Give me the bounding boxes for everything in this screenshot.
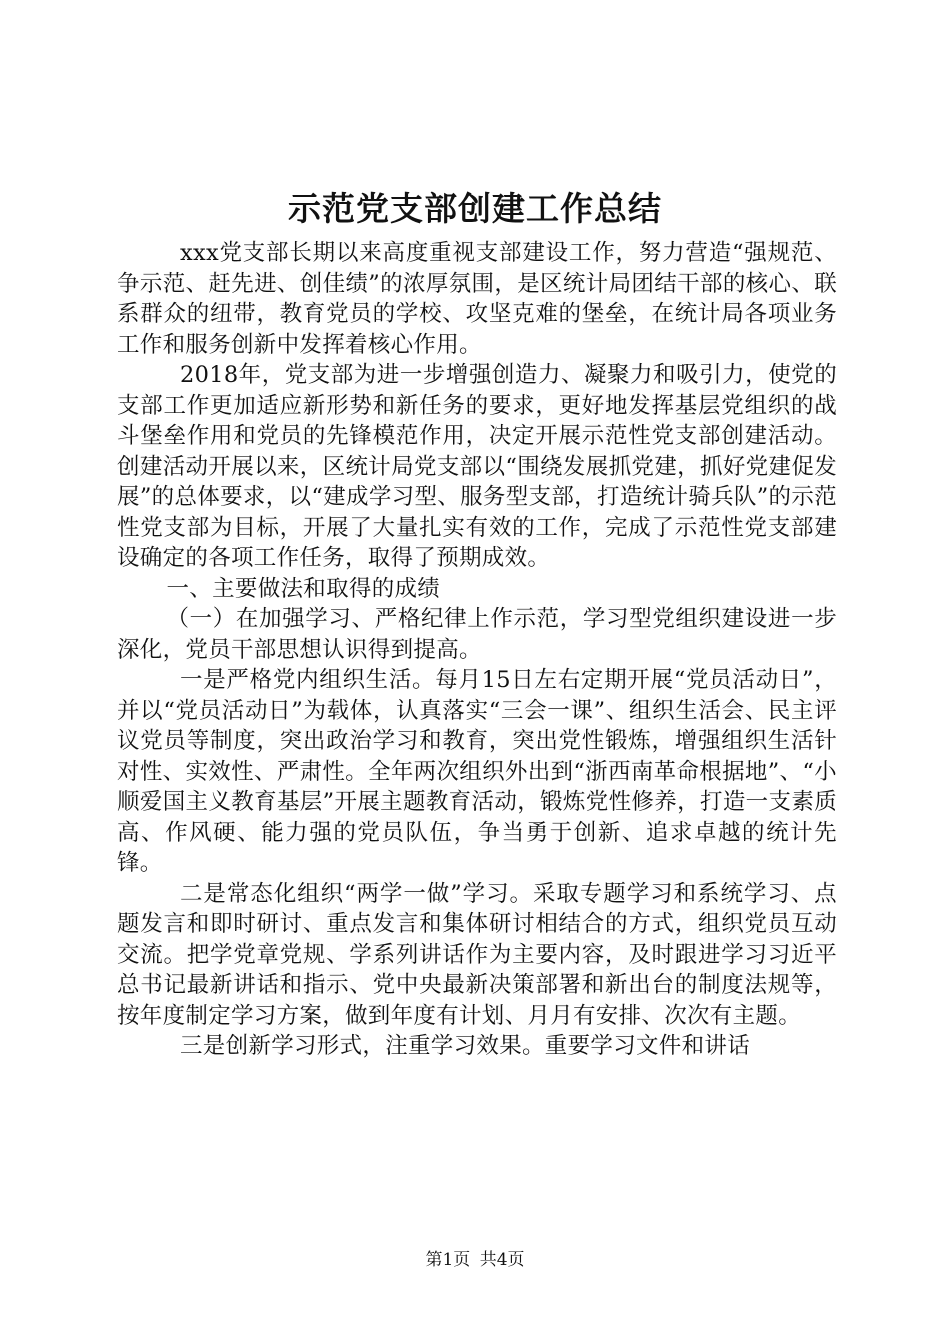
paragraph-background: 2018年，党支部为进一步增强创造力、凝聚力和吸引力，使党的支部工作更加适应新形势和新任务的要求，更好地发挥基层党组织的战斗堡垒作用和党员的先锋模范作用，决定开展示范性党支部创建活动。创建活动开展以来，区统计局党支部以“围绕发展抓党建，抓好党建促发展”的总体要求，以“建成学习型、服务型支部，打造统计骑兵队”的示范性党支部为目标，开展了大量扎实有效的工作，完成了示范性党支部建设确定的各项工作任务，取得了预期成效。 xyxy=(117,362,837,571)
subsection-heading: （一）在加强学习、严格纪律上作示范，学习型党组织建设进一步深化，党员干部思想认识得到提高。 xyxy=(117,606,837,663)
paragraph-item-three: 三是创新学习形式，注重学习效果。重要学习文件和讲话 xyxy=(180,1033,751,1059)
document-title: 示范党支部创建工作总结 xyxy=(288,189,662,228)
paragraph-item-two: 二是常态化组织“两学一做”学习。采取专题学习和系统学习、点题发言和即时研讨、重点发言和集体研讨相结合的方式，组织党员互动交流。把学党章党规、学系列讲话作为主要内容，及时跟进学习习近平总书记最新讲话和指示、党中央最新决策部署和新出台的制度法规等，按年度制定学习方案，做到年度有计划、月月有安排、次次有主题。 xyxy=(117,880,837,1029)
page-number: 第1页 xyxy=(425,1250,471,1270)
page-total: 共4页 xyxy=(479,1250,525,1270)
paragraph-item-one: 一是严格党内组织生活。每月15日左右定期开展“党员活动日”，并以“党员活动日”为载体，认真落实“三会一课”、组织生活会、民主评议党员等制度，突出政治学习和教育，突出党性锻炼，增强组织生活针对性、实效性、严肃性。全年两次组织外出到“浙西南革命根据地”、“小顺爱国主义教育基层”开展主题教育活动，锻炼党性修养，打造一支素质高、作风硬、能力强的党员队伍，争当勇于创新、追求卓越的统计先锋。 xyxy=(117,667,837,876)
section-heading: 一、主要做法和取得的成绩 xyxy=(166,575,441,602)
page-footer xyxy=(0,1245,950,1270)
paragraph-intro: xxx党支部长期以来高度重视支部建设工作，努力营造“强规范、争示范、赶先进、创佳绩”的浓厚氛围，是区统计局团结干部的核心、联系群众的纽带，教育党员的学校、攻坚克难的堡垒，在统计局各项业务工作和服务创新中发挥着核心作用。 xyxy=(117,240,837,358)
document-body xyxy=(117,238,837,1062)
